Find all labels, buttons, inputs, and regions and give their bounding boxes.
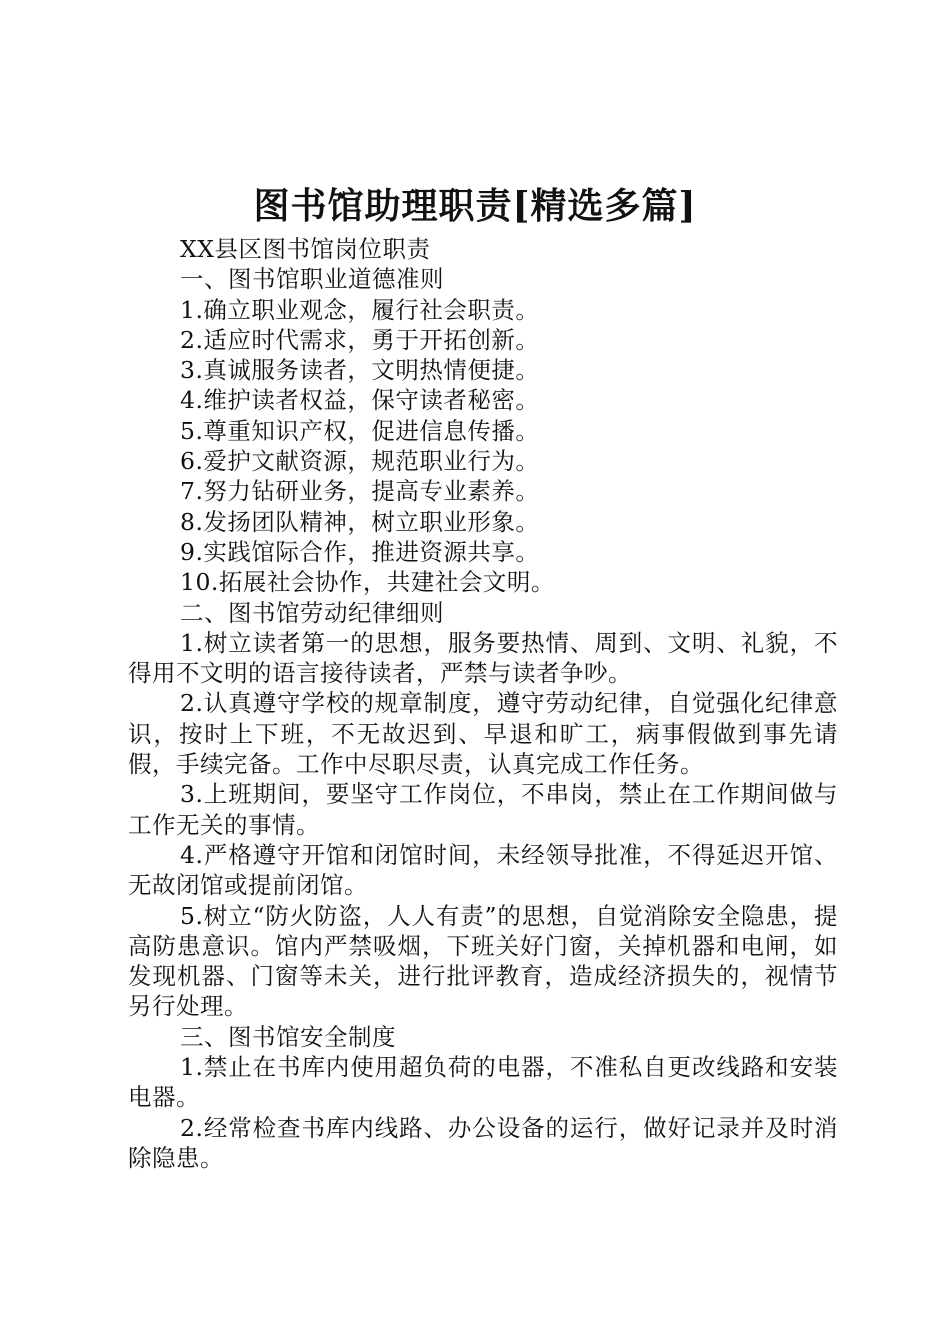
- document-title: 图书馆助理职责[精选多篇]: [253, 185, 697, 227]
- paragraph: 3.上班期间，要坚守工作岗位，不串岗，禁止在工作期间做与工作无关的事情。: [128, 780, 838, 839]
- paragraph: XX县区图书馆岗位职责: [180, 235, 431, 263]
- paragraph: 1.树立读者第一的思想，服务要热情、周到、文明、礼貌，不得用不文明的语言接待读者，严禁与读者争吵。: [128, 628, 838, 688]
- paragraph: 5.树立“防火防盗，人人有责”的思想，自觉消除安全隐患，提高防患意识。馆内严禁吸烟，下班关好门窗，关掉机器和电闸，如发现机器、门窗等未关，进行批评教育，造成经济损失的，视情节另行处理。: [128, 901, 838, 1021]
- paragraph: 1.确立职业观念，履行社会职责。: [180, 295, 540, 324]
- paragraph: 2.经常检查书库内线路、办公设备的运行，做好记录并及时消除隐患。: [128, 1113, 838, 1172]
- paragraph: 1.禁止在书库内使用超负荷的电器，不准私自更改线路和安装电器。: [128, 1053, 838, 1112]
- document-body: [128, 234, 838, 1173]
- section-heading: 二、图书馆劳动纪律细则: [180, 598, 444, 627]
- paragraph: 3.真诚服务读者，文明热情便捷。: [180, 356, 540, 385]
- paragraph: 8.发扬团队精神，树立职业形象。: [180, 507, 540, 536]
- paragraph: 5.尊重知识产权，促进信息传播。: [180, 416, 540, 445]
- paragraph: 7.努力钻研业务，提高专业素养。: [180, 477, 540, 506]
- section-heading: 三、图书馆安全制度: [180, 1022, 396, 1051]
- paragraph: 2.适应时代需求，勇于开拓创新。: [180, 325, 540, 354]
- paragraph: 10.拓展社会协作，共建社会文明。: [180, 568, 555, 597]
- paragraph: 2.认真遵守学校的规章制度，遵守劳动纪律，自觉强化纪律意识，按时上下班，不无故迟到、早退和旷工，病事假做到事先请假，手续完备。工作中尽职尽责，认真完成工作任务。: [128, 689, 838, 779]
- paragraph: 4.严格遵守开馆和闭馆时间，未经领导批准，不得延迟开馆、无故闭馆或提前闭馆。: [128, 840, 838, 900]
- paragraph: 9.实践馆际合作，推进资源共享。: [180, 537, 540, 566]
- paragraph: 6.爱护文献资源，规范职业行为。: [180, 447, 540, 476]
- section-heading: 一、图书馆职业道德准则: [180, 265, 444, 294]
- paragraph: 4.维护读者权益，保守读者秘密。: [180, 386, 540, 415]
